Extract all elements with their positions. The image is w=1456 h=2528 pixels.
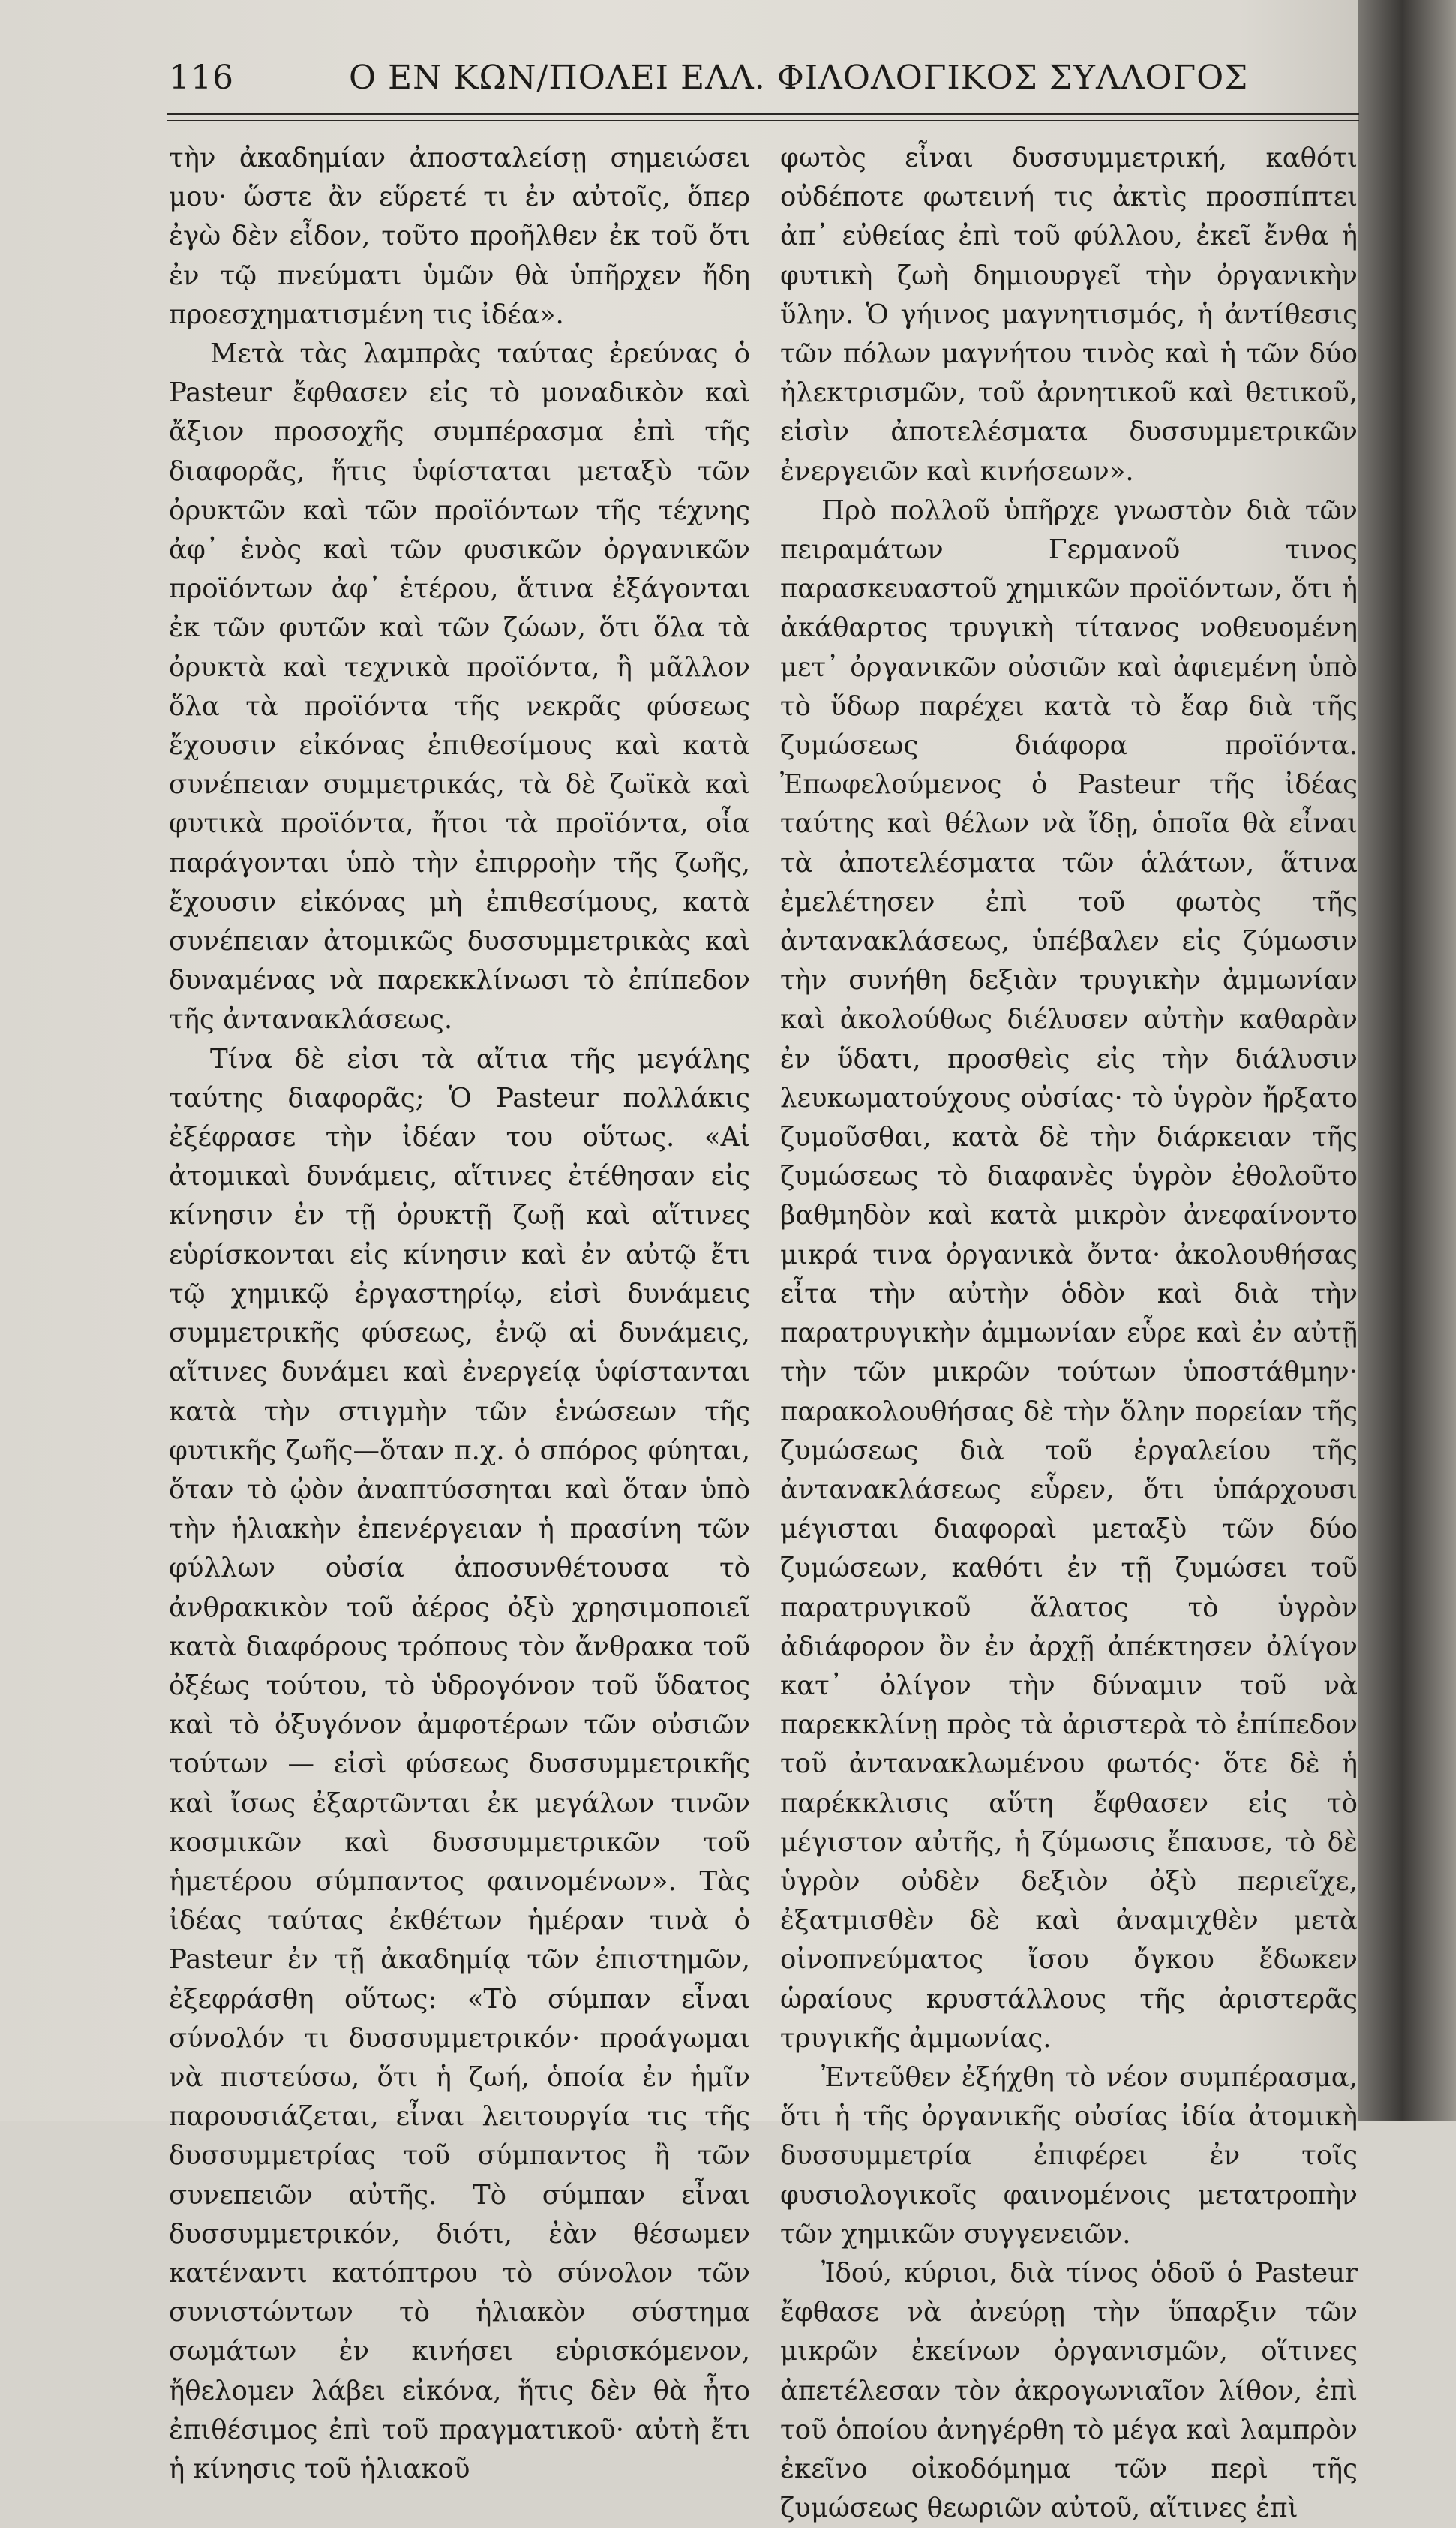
paragraph: Τίνα δὲ εἰσι τὰ αἴτια τῆς μεγάλης ταύτης διαφορᾶς; Ὁ Pasteur πολλάκις ἐξέφρασε τὴν ἰδέαν του οὕτως. «Αἱ ἀτομικαὶ δυνάμεις, αἵτινες ἐτέθησαν εἰς κίνησιν ἐν τῇ ὀρυκτῇ ζωῇ καὶ αἵτινες εὑρίσκονται εἰς κίνησιν καὶ ἐν αὐτῷ ἔτι τῷ χημικῷ ἐργαστηρίῳ, εἰσὶ δυνάμεις συμμετρικῆς φύσεως, ἐνῷ αἱ δυνάμεις, αἵτινες δυνάμει καὶ ἐνεργείᾳ ὑφίστανται κατὰ τὴν στιγμὴν τῶν ἑνώσεων τῆς φυτικῆς ζωῆς—ὅταν π.χ. ὁ σπόρος φύηται, ὅταν τὸ ᾠὸν ἀναπτύσσηται καὶ ὅταν ὑπὸ τὴν ἡλιακὴν ἐπενέργειαν ἡ πρασίνη τῶν φύλλων οὐσία ἀποσυνθέτουσα τὸ ἀνθρακικὸν τοῦ ἀέρος ὀξὺ χρησιμοποιεῖ κατὰ διαφόρους τρόπους τὸν ἄνθρακα τοῦ ὀξέως τούτου, τὸ ὑδρογόνον τοῦ ὕδατος καὶ τὸ ὀξυγόνον ἀμφοτέρων τῶν οὐσιῶν τούτων — εἰσὶ φύσεως δυσσυμμετρικῆς καὶ ἴσως ἐξαρτῶνται ἐκ μεγάλων τινῶν κοσμικῶν καὶ δυσσυμμετρικῶν τοῦ ἡμετέρου σύμπαντος φαινομένων». Τὰς ἰδέας ταύτας ἐκθέτων ἡμέραν τινὰ ὁ Pasteur ἐν τῇ ἀκαδημίᾳ τῶν ἐπιστημῶν, ἐξεφράσθη οὕτως: «Τὸ σύμπαν εἶναι σύνολόν τι δυσσυμμετρικόν· προάγωμαι νὰ πιστεύσω, ὅτι ἡ ζωή, ὁποία ἐν ἡμῖν παρουσιάζεται, εἶναι λειτουργία τις τῆς δυσσυμμετρίας τοῦ σύμπαντος ἢ τῶν συνεπειῶν αὐτῆς. Τὸ σύμπαν εἶναι δυσσυμμετρικόν, διότι, ἐὰν θέσωμεν κατέναντι κατόπτρου τὸ σύνολον τῶν συνιστώντων τὸ ἡλιακὸν σύστημα σωμάτων ἐν κινήσει εὑρισκόμενον, ἤθελομεν λάβει εἰκόνα, ἥτις δὲν θὰ ἦτο ἐπιθέσιμος ἐπὶ τοῦ πραγματικοῦ· αὐτὴ ἔτι ἡ κίνησις τοῦ ἡλιακοῦ [169,1043,750,2484]
paragraph: τὴν ἀκαδημίαν ἀποσταλείσῃ σημειώσει μου· ὥστε ἂν εὕρετέ τι ἐν αὐτοῖς, ὅπερ ἐγὼ δὲν εἶδον, τοῦτο προῆλθεν ἐκ τοῦ ὅτι ἐν τῷ πνεύματι ὑμῶν θὰ ὑπῆρχεν ἤδη προεσχηματισμένη τις ἰδέα». [169,143,750,330]
left-column [169,139,750,2489]
right-column [780,139,1358,2528]
paragraph: Πρὸ πολλοῦ ὑπῆρχε γνωστὸν διὰ τῶν πειραμάτων Γερμανοῦ τινος παρασκευαστοῦ χημικῶν προϊόντων, ὅτι ἡ ἀκάθαρτος τρυγικὴ τίτανος νοθευομένη μετ᾽ ὀργανικῶν οὐσιῶν καὶ ἀφιεμένη ὑπὸ τὸ ὕδωρ παρέχει κατὰ τὸ ἔαρ διὰ τῆς ζυμώσεως διάφορα προϊόντα. Ἐπωφελούμενος ὁ Pasteur τῆς ἰδέας ταύτης καὶ θέλων νὰ ἴδῃ, ὁποῖα θὰ εἶναι τὰ ἀποτελέσματα τῶν ἁλάτων, ἅτινα ἐμελέτησεν ἐπὶ τοῦ φωτὸς τῆς ἀντανακλάσεως, ὑπέβαλεν εἰς ζύμωσιν τὴν συνήθη δεξιὰν τρυγικὴν ἀμμωνίαν καὶ ἀκολούθως διέλυσεν αὐτὴν καθαρὰν ἐν ὕδατι, προσθεὶς εἰς τὴν διάλυσιν λευκωματούχους οὐσίας· τὸ ὑγρὸν ἤρξατο ζυμοῦσθαι, κατὰ δὲ τὴν διάρκειαν τῆς ζυμώσεως τὸ διαφανὲς ὑγρὸν ἐθολοῦτο βαθμηδὸν καὶ κατὰ μικρὸν ἀνεφαίνοντο μικρά τινα ὀργανικὰ ὄντα· ἀκολουθήσας εἶτα τὴν αὐτὴν ὁδὸν καὶ διὰ τὴν παρατρυγικὴν ἀμμωνίαν εὗρε καὶ ἐν αὐτῇ τὴν τῶν μικρῶν τούτων ὑποστάθμην· παρακολουθήσας δὲ τὴν ὅλην πορείαν τῆς ζυμώσεως διὰ τοῦ ἐργαλείου τῆς ἀντανακλάσεως εὗρεν, ὅτι ὑπάρχουσι μέγισται διαφοραὶ μεταξὺ τῶν δύο ζυμώσεων, καθότι ἐν τῇ ζυμώσει τοῦ παρατρυγικοῦ ἅλατος τὸ ὑγρὸν ἀδιάφορον ὂν ἐν ἀρχῇ ἀπέκτησεν ὀλίγον κατ᾽ ὀλίγον τὴν δύναμιν τοῦ νὰ παρεκκλίνῃ πρὸς τὰ ἀριστερὰ τὸ ἐπίπεδον τοῦ ἀντανακλωμένου φωτός· ὅτε δὲ ἡ παρέκκλισις αὕτη ἔφθασεν εἰς τὸ μέγιστον αὐτῆς, ἡ ζύμωσις ἔπαυσε, τὸ δὲ ὑγρὸν οὐδὲν δεξιὸν ὀξὺ περιεῖχε, ἐξατμισθὲν δὲ καὶ ἀναμιχθὲν μετὰ οἰνοπνεύματος ἴσου ὄγκου ἔδωκεν ὡραίους κρυστάλλους τῆς ἀριστερᾶς τρυγικῆς ἀμμωνίας. [780,494,1358,2054]
paragraph: Ἐντεῦθεν ἐξήχθη τὸ νέον συμπέρασμα, ὅτι ἡ τῆς ὀργανικῆς οὐσίας ἰδία ἀτομικὴ δυσσυμμετρία ἐπιφέρει ἐν τοῖς φυσιολογικοῖς φαινομένοις μετατροπὴν τῶν χημικῶν συγγενειῶν. [780,2061,1358,2250]
paragraph: Μετὰ τὰς λαμπρὰς ταύτας ἐρεύνας ὁ Pasteur ἔφθασεν εἰς τὸ μοναδικὸν καὶ ἄξιον προσοχῆς συμπέρασμα ἐπὶ τῆς διαφορᾶς, ἥτις ὑφίσταται μεταξὺ τῶν ὀρυκτῶν καὶ τῶν προϊόντων τῆς τέχνης ἀφ᾽ ἑνὸς καὶ τῶν φυσικῶν ὀργανικῶν προϊόντων ἀφ᾽ ἑτέρου, ἅτινα ἐξάγονται ἐκ τῶν φυτῶν καὶ τῶν ζώων, ὅτι ὅλα τὰ ὀρυκτὰ καὶ τεχνικὰ προϊόντα, ἢ μᾶλλον ὅλα τὰ προϊόντα τῆς νεκρᾶς φύσεως ἔχουσιν εἰκόνας ἐπιθεσίμους καὶ κατὰ συνέπειαν συμμετρικάς, τὰ δὲ ζωϊκὰ καὶ φυτικὰ προϊόντα, ἤτοι τὰ προϊόντα, οἷα παράγονται ὑπὸ τὴν ἐπιρροὴν τῆς ζωῆς, ἔχουσιν εἰκόνας μὴ ἐπιθεσίμους, κατὰ συνέπειαν ἀτομικῶς δυσσυμμετρικὰς καὶ δυναμένας νὰ παρεκκλίνωσι τὸ ἐπίπεδον τῆς ἀντανακλάσεως. [169,338,750,1036]
paragraph: φωτὸς εἶναι δυσσυμμετρική, καθότι οὐδέποτε φωτεινή τις ἀκτὶς προσπίπτει ἀπ᾽ εὐθείας ἐπὶ τοῦ φύλλου, ἐκεῖ ἔνθα ἡ φυτικὴ ζωὴ δημιουργεῖ τὴν ὀργανικὴν ὕλην. Ὁ γήινος μαγνητισμός, ἡ ἀντίθεσις τῶν πόλων μαγνήτου τινὸς καὶ ἡ τῶν δύο ἠλεκτρισμῶν, τοῦ ἀρνητικοῦ καὶ θετικοῦ, εἰσὶν ἀποτελέσματα δυσσυμμετρικῶν ἐνεργειῶν καὶ κινήσεων». [780,143,1358,487]
header-rule [167,113,1359,115]
page-number: 116 [169,59,234,97]
running-head: Ο ΕΝ ΚΩΝ/ΠΟΛΕΙ ΕΛΛ. ΦΙΛΟΛΟΓΙΚΟΣ ΣΥΛΛΟΓΟΣ [349,59,1249,97]
page-header [169,59,1369,104]
header-rule-thin [167,120,1359,121]
paragraph: Ἰδού, κύριοι, διὰ τίνος ὁδοῦ ὁ Pasteur ἔφθασε νὰ ἀνεύρῃ τὴν ὕπαρξιν τῶν μικρῶν ἐκείνων ὀργανισμῶν, οἵτινες ἀπετέλεσαν τὸν ἀκρογωνιαῖον λίθον, ἐπὶ τοῦ ὁποίου ἀνηγέρθη τὸ μέγα καὶ λαμπρὸν ἐκεῖνο οἰκοδόμημα τῶν περὶ τῆς ζυμώσεως θεωριῶν αὐτοῦ, αἵτινες ἐπὶ [780,2257,1358,2524]
book-binding-shadow [1358,0,1456,2121]
